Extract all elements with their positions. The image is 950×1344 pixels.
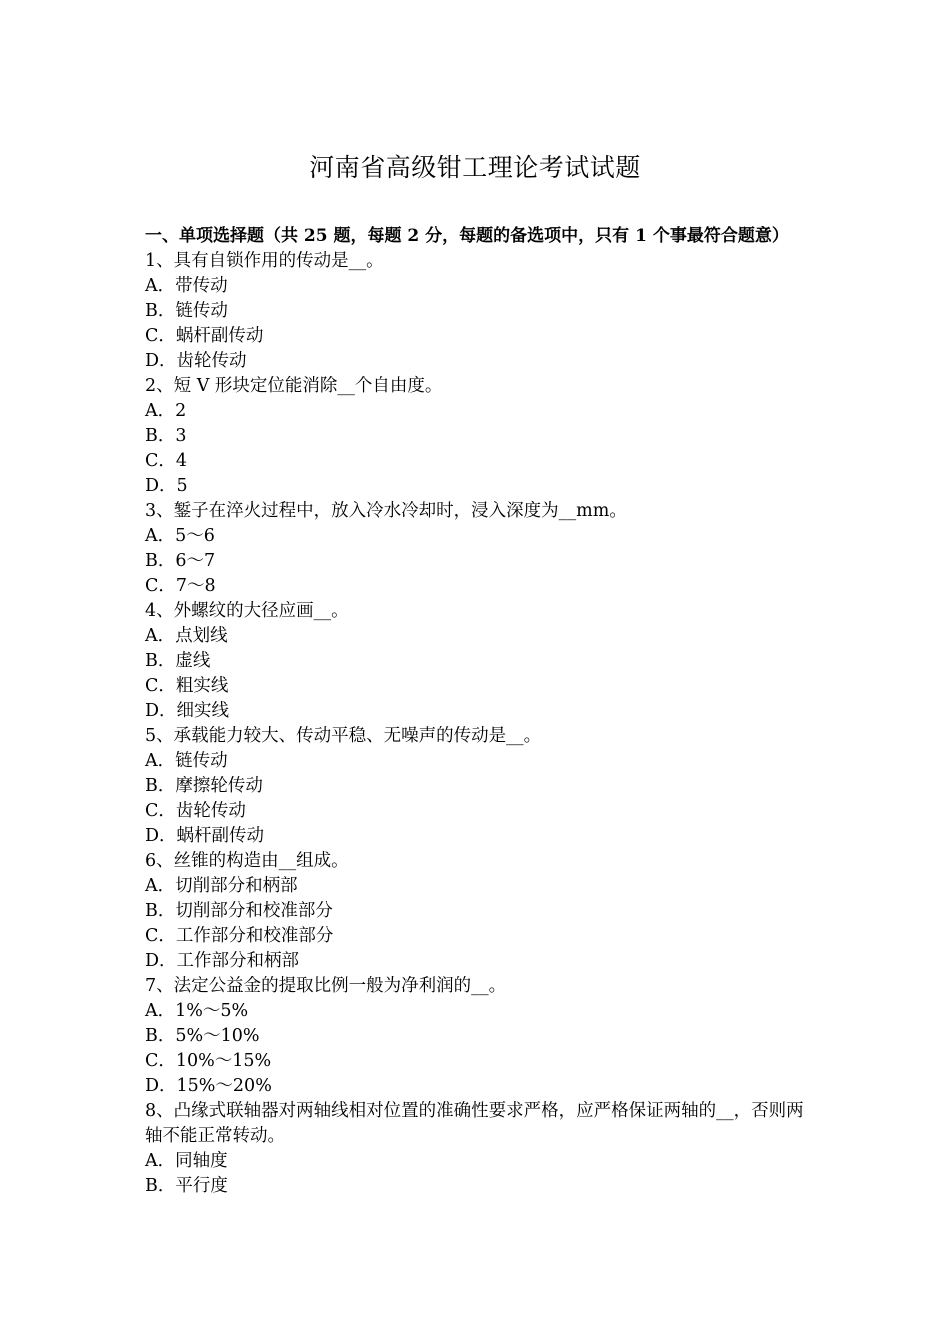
option-b: B．摩擦轮传动 <box>145 776 263 796</box>
question-6 <box>145 849 810 974</box>
option-b: B．切削部分和校准部分 <box>145 901 333 921</box>
question-stem: 3、錾子在淬火过程中，放入冷水冷却时，浸入深度为__mm。 <box>145 501 627 521</box>
option-d: D．细实线 <box>145 701 230 721</box>
document-title: 河南省高级钳工理论考试试题 <box>309 153 641 182</box>
option-b: B．3 <box>145 426 187 446</box>
option-a: A．2 <box>145 401 187 421</box>
question-stem: 4、外螺纹的大径应画__。 <box>145 601 349 621</box>
option-b: B．5%～10% <box>145 1026 260 1046</box>
option-b: B．平行度 <box>145 1176 228 1196</box>
option-c: C．工作部分和校准部分 <box>145 926 334 946</box>
question-stem: 8、凸缘式联轴器对两轴线相对位置的准确性要求严格，应严格保证两轴的__，否则两轴不能正常转动。 <box>145 1101 804 1146</box>
option-a: A．5～6 <box>145 526 215 546</box>
question-stem: 2、短 V 形块定位能消除__个自由度。 <box>145 376 443 396</box>
option-d: D．15%～20% <box>145 1076 272 1096</box>
option-a: A．带传动 <box>145 276 228 296</box>
option-a: A．点划线 <box>145 626 228 646</box>
option-a: A．同轴度 <box>145 1151 228 1171</box>
question-7 <box>145 974 810 1099</box>
option-c: C．10%～15% <box>145 1051 272 1071</box>
document-body <box>145 224 810 1199</box>
question-3 <box>145 499 810 599</box>
option-a: A．切削部分和柄部 <box>145 876 298 896</box>
option-d: D．蜗杆副传动 <box>145 826 265 846</box>
option-b: B．虚线 <box>145 651 211 671</box>
question-stem: 5、承载能力较大、传动平稳、无噪声的传动是__。 <box>145 726 542 746</box>
option-a: A．链传动 <box>145 751 228 771</box>
question-2 <box>145 374 810 499</box>
option-c: C．齿轮传动 <box>145 801 246 821</box>
option-c: C．蜗杆副传动 <box>145 326 264 346</box>
option-d: D．齿轮传动 <box>145 351 247 371</box>
option-b: B．链传动 <box>145 301 228 321</box>
question-stem: 1、具有自锁作用的传动是__。 <box>145 251 384 271</box>
option-d: D．5 <box>145 476 188 496</box>
question-1 <box>145 249 810 374</box>
option-c: C．7～8 <box>145 576 216 596</box>
question-5 <box>145 724 810 849</box>
option-d: D．工作部分和柄部 <box>145 951 300 971</box>
option-b: B．6～7 <box>145 551 216 571</box>
question-stem: 7、法定公益金的提取比例一般为净利润的__。 <box>145 976 507 996</box>
question-stem: 6、丝锥的构造由__组成。 <box>145 851 349 871</box>
section-heading: 一、单项选择题（共 25 题，每题 2 分，每题的备选项中，只有 1 个事最符合题意） <box>145 226 789 246</box>
option-a: A．1%～5% <box>145 1001 249 1021</box>
option-c: C．4 <box>145 451 188 471</box>
option-c: C．粗实线 <box>145 676 229 696</box>
question-8 <box>145 1099 810 1199</box>
question-4 <box>145 599 810 724</box>
